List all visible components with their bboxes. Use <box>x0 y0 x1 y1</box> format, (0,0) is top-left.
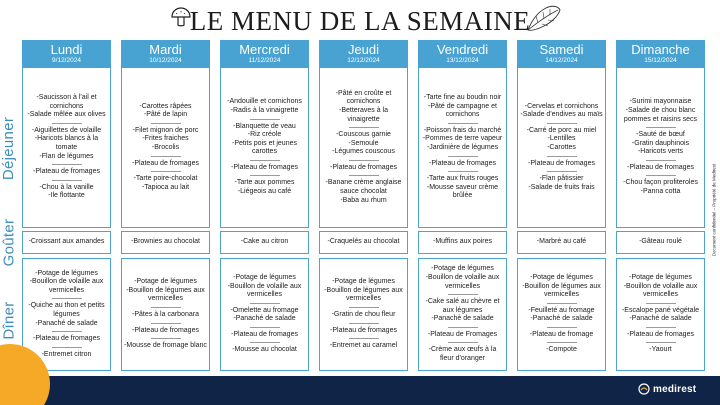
item-separator <box>646 127 676 128</box>
menu-item: -Brownies au chocolat <box>131 238 200 246</box>
day-date: 11/12/2024 <box>248 57 281 64</box>
menu-item: -Panaché de salade <box>233 315 296 323</box>
day-name: Mercredi <box>239 42 290 57</box>
snack-cell-dimanche <box>616 231 705 254</box>
lunch-cell-mercredi <box>220 68 309 228</box>
menu-item: -Légumes couscous <box>332 148 395 156</box>
day-name: Mardi <box>149 42 182 57</box>
menu-item: -Sauté de bœuf <box>636 131 685 139</box>
menu-item: -Radis à la vinaigrette <box>230 106 299 114</box>
day-header-vendredi <box>418 40 507 68</box>
title-row <box>0 4 720 38</box>
menu-item: -Potage de légumes <box>134 278 197 286</box>
confidential-note: Document confidentiel – Propriété de Medirest <box>711 163 717 257</box>
menu-item: -Banane crème anglaise sauce chocolat <box>325 179 402 196</box>
menu-item: -Plateau de fromage <box>529 330 594 338</box>
menu-item: -Chou à la vanille <box>39 183 94 191</box>
menu-item: -Bouillon de volaille aux vermicelles <box>29 278 104 294</box>
item-separator <box>349 338 379 339</box>
menu-item: -Compote <box>546 346 577 354</box>
menu-item: -Surimi mayonnaise <box>629 98 692 106</box>
menu-item: -Cervelas et cornichons <box>524 102 599 110</box>
day-name: Lundi <box>50 42 83 57</box>
menu-item: -Bouillon de légumes aux vermicelles <box>126 286 205 303</box>
item-separator <box>547 123 577 124</box>
menu-item: -Plateau de fromages <box>33 168 100 176</box>
lunch-cell-samedi <box>517 68 606 228</box>
item-separator <box>250 342 280 343</box>
lunch-cell-vendredi <box>418 68 507 228</box>
menu-item: -Frites fraiches <box>142 135 189 143</box>
day-header-lundi <box>22 40 111 68</box>
menu-item: -Potage de légumes <box>332 278 395 286</box>
snack-cell-samedi <box>517 231 606 254</box>
item-separator <box>349 307 379 308</box>
item-separator <box>547 327 577 328</box>
menu-item: -Poisson frais du marché <box>423 126 502 134</box>
menu-item: -Tarte aux pommes <box>234 179 295 187</box>
item-separator <box>52 331 82 332</box>
menu-item: -Carré de porc au miel <box>526 126 597 134</box>
menu-item: -Salade d'endives au maïs <box>520 111 603 119</box>
lunch-cell-dimanche <box>616 68 705 228</box>
item-separator <box>448 342 478 343</box>
item-separator <box>250 119 280 120</box>
item-separator <box>151 323 181 324</box>
menu-item: -Panaché de salade <box>431 315 494 323</box>
menu-item: -Carottes râpées <box>139 102 192 110</box>
menu-item: -Andouille et cornichons <box>227 98 302 106</box>
snack-cell-lundi <box>22 231 111 254</box>
menu-item: -Jardinière de légumes <box>426 144 499 151</box>
section-label-dinner: Dîner <box>0 300 18 340</box>
menu-item: -Ile flottante <box>48 192 85 200</box>
item-separator <box>349 175 379 176</box>
item-separator <box>52 164 82 165</box>
item-separator <box>448 171 478 172</box>
day-date: 12/12/2024 <box>347 57 380 64</box>
item-separator <box>448 123 478 124</box>
item-separator <box>52 347 82 348</box>
menu-item: -Plateau de fromages <box>330 326 397 334</box>
day-date: 9/12/2024 <box>52 57 81 64</box>
menu-item: -Potage de légumes <box>629 273 692 281</box>
item-separator <box>250 160 280 161</box>
logo-mark-icon <box>638 383 650 395</box>
menu-item: -Quiche au thon et petits légumes <box>28 302 105 318</box>
item-separator <box>448 156 478 157</box>
item-separator <box>646 303 676 304</box>
day-name: Samedi <box>539 42 584 57</box>
section-label-lunch: Déjeuner <box>0 116 18 180</box>
menu-item: -Gratin dauphinois <box>631 139 690 147</box>
menu-item: -Yaourt <box>649 346 672 354</box>
day-date: 13/12/2024 <box>446 57 479 64</box>
menu-item: -Potage de légumes <box>233 273 296 281</box>
dinner-cell-samedi <box>517 258 606 371</box>
item-separator <box>646 342 676 343</box>
menu-item: -Mousse saveur crème brûlée <box>426 183 499 200</box>
item-separator <box>151 171 181 172</box>
section-label-snack: Goûter <box>0 218 18 266</box>
day-name: Jeudi <box>347 42 380 57</box>
vegetable-illustration-icon <box>524 2 564 34</box>
menu-item: -Craquelés au chocolat <box>327 238 400 246</box>
menu-item: -Riz créole <box>247 131 282 139</box>
menu-item: -Crème aux œufs à la fleur d'oranger <box>428 346 497 363</box>
menu-item: -Plateau de fromages <box>231 163 298 171</box>
day-header-samedi <box>517 40 606 68</box>
day-name: Dimanche <box>631 42 690 57</box>
item-separator <box>151 307 181 308</box>
menu-item: -Plateau de fromages <box>528 159 595 167</box>
menu-item: -Liégeois au café <box>237 188 292 196</box>
menu-item: -Salade de chou blanc pommes et raisins secs <box>623 106 698 123</box>
menu-item: -Filet mignon de porc <box>132 126 199 134</box>
menu-item: -Semoule <box>348 139 379 147</box>
menu-item: -Plateau de Fromages <box>427 330 498 338</box>
menu-item: -Panaché de salade <box>35 319 98 327</box>
item-separator <box>151 338 181 339</box>
day-header-dimanche <box>616 40 705 68</box>
menu-item: -Tarte fine au boudin noir <box>423 94 502 102</box>
snack-cell-mercredi <box>220 231 309 254</box>
menu-item: -Plateau de fromages <box>132 326 199 334</box>
menu-item: -Cake salé au chèvre et aux légumes <box>425 298 500 314</box>
day-date: 14/12/2024 <box>545 57 578 64</box>
menu-item: -Petits pois et jeunes carottes <box>232 139 297 156</box>
menu-item: -Entremet citron <box>41 350 92 358</box>
menu-item: -Aiguillettes de volaille <box>31 126 102 134</box>
brand-logo <box>638 383 696 395</box>
menu-item: -Omelette au fromage <box>230 306 299 314</box>
menu-item: -Croissant aux amandes <box>28 238 105 246</box>
menu-item: -Betteraves à la vinaigrette <box>338 106 389 123</box>
snack-cell-vendredi <box>418 231 507 254</box>
menu-item: -Gratin de chou fleur <box>331 311 396 318</box>
day-header-jeudi <box>319 40 408 68</box>
menu-item: -Salade de fruits frais <box>528 183 595 191</box>
menu-item: -Tarte poire-chocolat <box>133 175 198 183</box>
menu-item: -Bouillon de volaille aux vermicelles <box>227 282 302 299</box>
menu-item: -Bouillon de volaille aux vermicelles <box>425 273 500 290</box>
logo-text: medirest <box>653 383 697 395</box>
day-date: 15/12/2024 <box>644 57 677 64</box>
item-separator <box>547 303 577 304</box>
item-separator <box>250 303 280 304</box>
menu-item: -Haricots verts <box>637 148 684 156</box>
menu-item: -Potage de légumes <box>530 273 593 281</box>
menu-item: -Saucisson à l'ail et cornichons <box>36 94 97 110</box>
item-separator <box>52 180 82 181</box>
menu-item: -Bouillon de volaille aux vermicelles <box>623 282 698 299</box>
item-separator <box>349 160 379 161</box>
lunch-cell-mardi <box>121 68 210 228</box>
item-separator <box>448 327 478 328</box>
menu-item: -Pâté de campagne et cornichons <box>428 102 497 119</box>
menu-item: -Gâteau roulé <box>639 238 682 246</box>
item-separator <box>349 127 379 128</box>
snack-cell-mardi <box>121 231 210 254</box>
snack-cell-jeudi <box>319 231 408 254</box>
day-name: Vendredi <box>436 42 489 57</box>
menu-item: -Plateau de fromages <box>627 330 694 338</box>
menu-item: -Plateau de fromages <box>330 163 397 171</box>
item-separator <box>52 298 82 299</box>
menu-item: -Pâté en croûte et cornichons <box>335 89 392 106</box>
menu-item: -Couscous garnie <box>336 131 391 139</box>
menu-item: -Panaché de salade <box>530 315 593 323</box>
menu-item: -Blanquette de veau <box>233 122 296 130</box>
menu-item: -Plateau de fromages <box>231 330 298 338</box>
menu-item: -Potage de légumes <box>431 265 494 273</box>
menu-item: -Lentilles <box>547 135 576 143</box>
day-header-mercredi <box>220 40 309 68</box>
menu-item: -Haricots blancs à la tomate <box>34 135 99 151</box>
item-separator <box>646 160 676 161</box>
menu-item: -Mousse au chocolat <box>232 346 297 354</box>
item-separator <box>250 175 280 176</box>
dinner-cell-dimanche <box>616 258 705 371</box>
menu-item: -Flan de légumes <box>39 152 94 160</box>
item-separator <box>151 123 181 124</box>
menu-item: -Pommes de terre vapeur <box>422 135 503 143</box>
menu-item: -Feuilleté au fromage <box>528 306 595 314</box>
lunch-cell-jeudi <box>319 68 408 228</box>
item-separator <box>547 342 577 343</box>
item-separator <box>547 156 577 157</box>
item-separator <box>646 175 676 176</box>
menu-item: -Tapioca au lait <box>141 183 190 191</box>
menu-item: -Pâtes à la carbonara <box>132 311 199 318</box>
item-separator <box>349 323 379 324</box>
menu-item: -Plateau de fromages <box>33 335 100 343</box>
item-separator <box>448 294 478 295</box>
dinner-cell-vendredi <box>418 258 507 371</box>
menu-item: -Escalope pané végétale <box>621 306 700 314</box>
menu-item: -Panna cotta <box>640 188 681 196</box>
dinner-cell-mercredi <box>220 258 309 371</box>
menu-item: -Carottes <box>547 144 576 151</box>
dinner-cell-mardi <box>121 258 210 371</box>
item-separator <box>250 327 280 328</box>
item-separator <box>151 156 181 157</box>
menu-item: -Marbré au café <box>536 238 587 246</box>
day-date: 10/12/2024 <box>149 57 182 64</box>
menu-item: -Bouillon de légumes aux vermicelles <box>324 286 403 303</box>
menu-item: -Muffins aux poires <box>432 238 492 246</box>
menu-item: -Cake au citron <box>240 238 289 246</box>
menu-item: -Plateau de fromages <box>132 159 199 167</box>
menu-item: -Salade mêlée aux olives <box>27 111 106 119</box>
menu-item: -Potage de légumes <box>35 269 98 277</box>
menu-item: -Flan pâtissier <box>539 175 584 183</box>
menu-item: -Mousse de fromage blanc <box>124 342 207 350</box>
page-title: LE MENU DE LA SEMAINE <box>189 6 531 36</box>
menu-item: -Panaché de salade <box>629 315 692 323</box>
menu-item: -Chou façon profiteroles <box>623 179 698 187</box>
day-header-mardi <box>121 40 210 68</box>
lunch-cell-lundi <box>22 68 111 228</box>
dinner-cell-jeudi <box>319 258 408 371</box>
menu-item: -Plateau de fromages <box>627 163 694 171</box>
menu-item: -Pâté de lapin <box>143 111 188 119</box>
menu-item: -Brocolis <box>151 144 180 151</box>
item-separator <box>547 171 577 172</box>
menu-item: -Bouillon de légumes aux vermicelles <box>522 282 601 299</box>
mushroom-icon <box>170 6 192 28</box>
menu-item: -Plateau de fromages <box>429 159 496 167</box>
footer-bar <box>0 376 720 405</box>
item-separator <box>52 123 82 124</box>
menu-item: -Tarte aux fruits rouges <box>426 175 499 183</box>
menu-item: -Entremet au caramel <box>329 342 398 350</box>
item-separator <box>646 327 676 328</box>
menu-item: -Baba au rhum <box>340 196 387 204</box>
